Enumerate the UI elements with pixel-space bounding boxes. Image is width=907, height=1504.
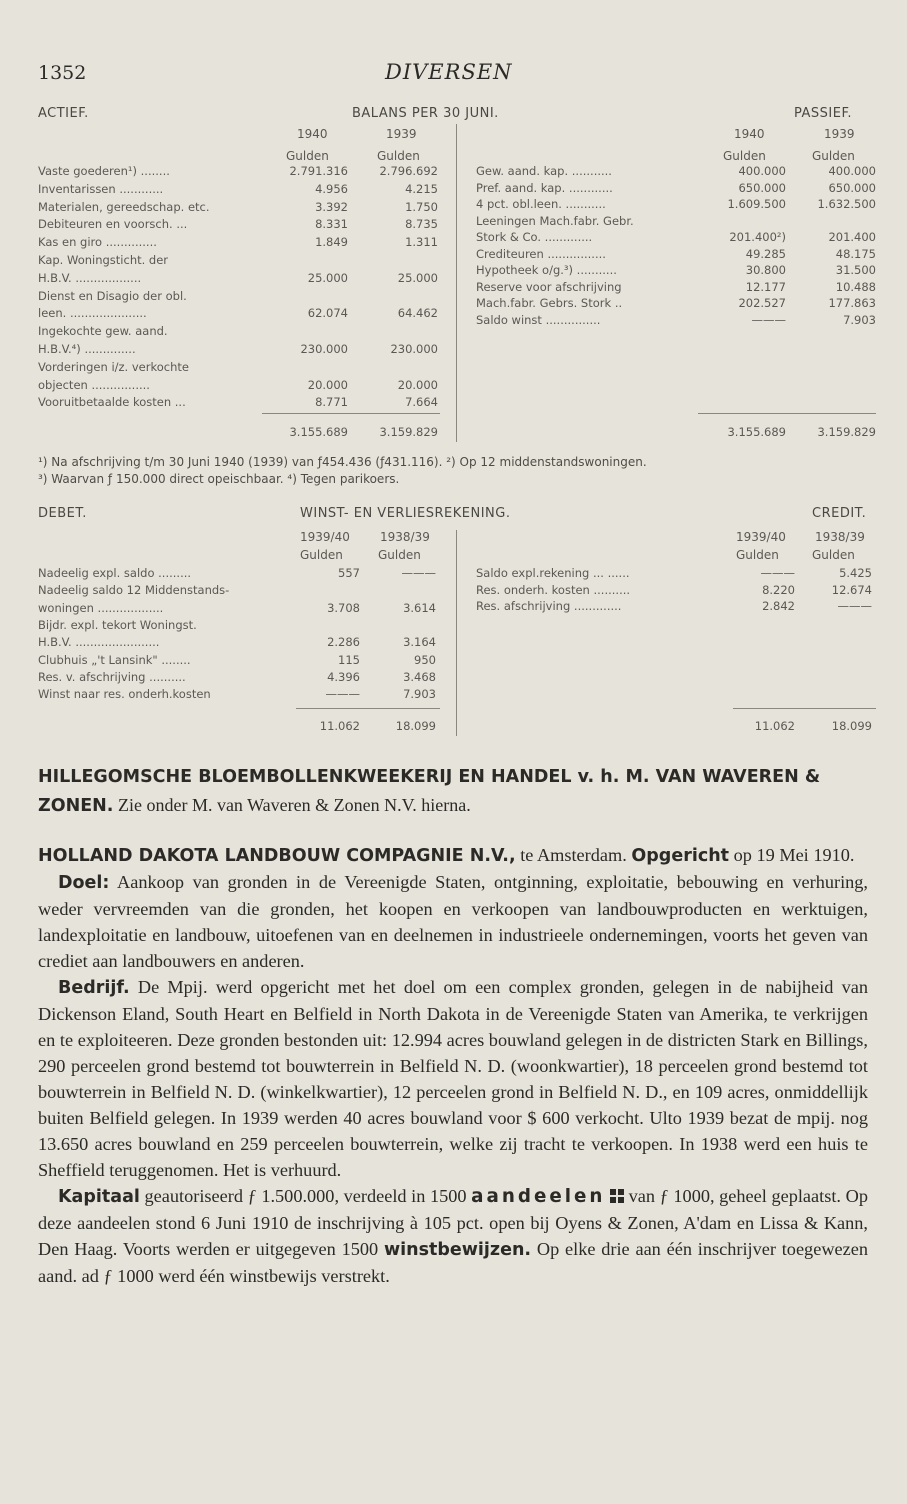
opgericht-text: op 19 Mei 1910. [733,845,855,865]
debet-total-rule [296,708,440,709]
passief-year-1940: 1940 [734,127,765,141]
entry-hillegomsche [38,762,868,820]
actief-total-1940: 3.155.689 [289,425,348,439]
entry-holland-dakota-name: HOLLAND DAKOTA LANDBOUW COMPAGNIE N.V., [38,846,516,866]
debet-row [38,583,438,597]
debet-b: 3.614 [403,600,436,615]
actief-label: H.B.V. .................. [38,270,142,285]
debet-label: Res. v. afschrijving .......... [38,669,186,684]
doel-text: Aankoop van gronden in de Vereenigde Staten, ontginning, exploitatie, bebouwing en verhuring, weder vervreemden van die gronden, het koopen en verkoopen van landbouwproducten en werktuigen, landexploitatie en landbouw, uitoefenen van en deelnemen in industrieele ondernemingen, voorts het geven van crediet aan landbouwers en anderen. [38,872,868,971]
footnote-1: ¹) Na afschrijving t/m 30 Juni 1940 (1939) van ƒ454.436 (ƒ431.116). ²) Op 12 middenstandswoningen. [38,455,647,469]
passief-row [476,263,876,277]
actief-label: Debiteuren en voorsch. ... [38,217,188,232]
doel-label: Doel: [58,873,110,893]
actief-v1940: 3.392 [315,199,348,214]
actief-row [38,342,438,356]
passief-label: Pref. aand. kap. ............ [476,180,613,195]
actief-v1939: 7.664 [405,395,438,410]
debet-total-a: 11.062 [319,719,360,733]
actief-label: Materialen, gereedschap. etc. [38,199,210,214]
actief-row [38,164,438,178]
passief-label: Gew. aand. kap. ........... [476,164,612,178]
actief-row [38,271,438,285]
debet-a: 115 [338,652,360,667]
credit-b: 12.674 [831,582,872,597]
passief-total-1940: 3.155.689 [727,425,786,439]
actief-row [38,324,438,338]
debet-row [38,566,438,580]
passief-v1939: 177.863 [828,296,876,310]
passief-v1940: 30.800 [745,263,786,277]
actief-label: Inventarissen ............ [38,181,164,196]
page-title: DIVERSEN [385,60,513,84]
passief-label: Crediteuren ................ [476,246,606,261]
debet-unit-2: Gulden [378,548,421,562]
debet-label: Bijdr. expl. tekort Woningst. [38,617,197,632]
passief-row [476,247,876,261]
passief-label: Leeningen Mach.fabr. Gebr. [476,213,634,228]
footnote-2: ³) Waarvan ƒ 150.000 direct opeischbaar. ⁴) Tegen parikoers. [38,472,400,486]
passief-label: Stork & Co. ............. [476,230,593,244]
debet-a: ——— [325,687,360,702]
passief-label: 4 pct. obl.leen. ........... [476,197,606,211]
actief-label: leen. ..................... [38,306,147,321]
passief-v1939: 400.000 [828,164,876,178]
actief-v1940: 1.849 [315,235,348,250]
credit-total-a: 11.062 [754,719,795,733]
balans-title: BALANS PER 30 JUNI. [352,106,499,121]
credit-label: Res. afschrijving ............. [476,599,622,613]
passief-v1940: 202.527 [738,296,786,310]
passief-year-1939: 1939 [824,127,855,141]
passief-row [476,313,876,327]
actief-label: Ingekochte gew. aand. [38,324,168,339]
actief-v1939: 64.462 [397,306,438,321]
passief-v1939: 10.488 [835,279,876,294]
credit-header: CREDIT. [812,506,867,521]
credit-year-1: 1939/40 [736,530,786,544]
credit-label: Res. onderh. kosten .......... [476,582,631,597]
passief-v1939: 7.903 [843,312,876,327]
debet-b: ——— [401,566,436,580]
debet-label: Nadeelig saldo 12 Middenstands- [38,583,230,598]
actief-row [38,182,438,196]
bedrijf-label: Bedrijf. [58,978,130,998]
passief-row [476,197,876,211]
debet-b: 3.468 [403,669,436,684]
actief-label: objecten ................ [38,377,150,392]
passief-v1940: 201.400²) [729,230,786,244]
balans-divider [456,124,457,442]
actief-label: Vorderingen i/z. verkochte [38,359,189,374]
actief-label: H.B.V.⁴) .............. [38,342,136,356]
credit-a: 2.842 [762,599,795,613]
actief-v1940: 62.074 [307,306,348,321]
debet-year-2: 1938/39 [380,530,430,544]
share-symbol-icon [610,1189,624,1203]
passief-v1940: ——— [751,312,786,327]
debet-row [38,635,438,649]
debet-row [38,601,438,615]
aandeelen-term: aandeelen [471,1186,606,1207]
actief-v1939: 20.000 [397,377,438,392]
passief-row [476,280,876,294]
passief-unit-2: Gulden [812,149,855,163]
debet-label: H.B.V. ....................... [38,635,160,650]
credit-a: 8.220 [762,582,795,597]
actief-header: ACTIEF. [38,106,89,121]
actief-year-1939: 1939 [386,127,417,141]
debet-header: DEBET. [38,506,87,521]
passief-row [476,230,876,244]
credit-row [476,599,876,613]
passief-v1939: 48.175 [835,246,876,261]
passief-row [476,164,876,178]
bedrijf-text: De Mpij. werd opgericht met het doel om een complex gronden, gelegen in de nabijheid van Dickenson Eland, South Heart en Belfield in North Dakota in de Vereenigde Staten van Amerika, te verkrijgen en te exploiteeren. Deze gronden bestonden uit: 12.994 acres bouwland gelegen in de districten Stark en Billings, 290 perceelen grond bestemd tot bouwterrein in Belfield N. D. (woonkwartier), 18 perceelen grond bestemd tot bouwterrein in Belfield N. D. (winkelkwartier), 12 perceelen grond in Belfield N. D., en 109 acres, onmiddellijk buiten Belfield gelegen. In 1939 werden 40 acres bouwland voor $ 600 verkocht. Ulto 1939 bezat de mpij. nog 13.650 acres bouwland en 259 perceelen bouwterrein, welke zij tracht te verkoopen. In 1938 werd een huis te Sheffield teruggenomen. Het is verhuurd. [38,977,868,1180]
passief-v1940: 49.285 [745,246,786,261]
actief-v1940: 8.771 [315,395,348,410]
credit-year-2: 1938/39 [815,530,865,544]
actief-row [38,235,438,249]
actief-unit-2: Gulden [377,149,420,163]
debet-label: Nadeelig expl. saldo ......... [38,566,192,580]
actief-v1939: 230.000 [390,342,438,356]
passief-total-1939: 3.159.829 [817,425,876,439]
actief-label: Kap. Woningsticht. der [38,253,169,267]
passief-v1939: 201.400 [828,230,876,244]
credit-unit-1: Gulden [736,548,779,562]
passief-v1940: 400.000 [738,164,786,178]
debet-label: woningen .................. [38,600,164,615]
actief-v1940: 4.956 [315,181,348,196]
debet-a: 4.396 [327,669,360,684]
actief-v1940: 230.000 [300,342,348,356]
passief-row [476,181,876,195]
credit-total-rule [733,708,876,709]
entry-hillegomsche-name: HILLEGOMSCHE BLOEMBOLLENKWEEKERIJ EN HANDEL v. h. M. VAN WAVEREN & ZONEN. [38,767,821,816]
actief-label: Kas en giro .............. [38,235,157,250]
actief-v1939: 8.735 [405,217,438,232]
credit-row [476,583,876,597]
passief-label: Saldo winst ............... [476,312,601,327]
actief-v1940: 8.331 [315,217,348,232]
debet-b: 3.164 [403,635,436,650]
passief-label: Mach.fabr. Gebrs. Stork .. [476,296,623,310]
debet-unit-1: Gulden [300,548,343,562]
passief-row [476,214,876,228]
credit-unit-2: Gulden [812,548,855,562]
entry-holland-dakota [38,842,868,1289]
actief-v1939: 4.215 [405,181,438,196]
entry-hillegomsche-text: Zie onder M. van Waveren & Zonen N.V. hierna. [117,795,471,815]
wv-divider [456,530,457,736]
actief-row [38,378,438,392]
actief-row [38,289,438,303]
debet-total-b: 18.099 [395,719,436,733]
passief-label: Reserve voor afschrijving [476,279,622,294]
actief-total-rule [262,413,440,414]
kapitaal-text-1: geautoriseerd ƒ 1.500.000, verdeeld in 1500 [144,1186,467,1206]
passief-v1940: 1.609.500 [727,197,786,211]
passief-v1940: 650.000 [738,180,786,195]
actief-v1939: 2.796.692 [379,164,438,178]
actief-unit-1: Gulden [286,149,329,163]
passief-total-rule [698,413,876,414]
actief-row [38,360,438,374]
passief-header: PASSIEF. [794,106,852,121]
actief-total-1939: 3.159.829 [379,425,438,439]
page-number: 1352 [38,62,87,84]
credit-label: Saldo expl.rekening ... ...... [476,566,630,580]
actief-year-1940: 1940 [297,127,328,141]
passief-v1939: 31.500 [835,263,876,277]
kapitaal-label: Kapitaal [58,1187,140,1207]
entry-holland-dakota-intro: te Amsterdam. [520,845,627,865]
winstbewijzen-term: winstbewijzen. [383,1240,532,1260]
debet-label: Winst naar res. onderh.kosten [38,687,211,702]
actief-row [38,217,438,231]
actief-v1940: 20.000 [307,377,348,392]
debet-a: 3.708 [327,600,360,615]
credit-total-b: 18.099 [831,719,872,733]
wv-title: WINST- EN VERLIESREKENING. [300,506,511,521]
credit-a: ——— [760,566,795,580]
passief-v1939: 1.632.500 [817,197,876,211]
credit-b: 5.425 [839,566,872,580]
opgericht-label: Opgericht [631,846,730,866]
kapitaal-text-2: van ƒ 1000, geheel geplaatst. Op deze aandeelen stond 6 Juni 1910 de inschrijving à 105 pct. open bij Oyens & Zonen, A'dam en Lissa & Kann, Den Haag. Voorts werden er uitgegeven 1500 [38,1186,868,1259]
actief-v1940: 2.791.316 [289,164,348,178]
passief-v1939: 650.000 [828,180,876,195]
debet-a: 2.286 [327,635,360,650]
actief-row [38,200,438,214]
actief-label: Vooruitbetaalde kosten ... [38,395,186,410]
actief-row [38,395,438,409]
passief-row [476,296,876,310]
credit-b: ——— [837,599,872,613]
debet-b: 950 [414,652,436,667]
credit-row [476,566,876,580]
actief-v1939: 1.311 [405,235,438,250]
debet-row [38,670,438,684]
passief-unit-1: Gulden [723,149,766,163]
actief-row [38,253,438,267]
debet-a: 557 [338,566,360,580]
debet-row [38,687,438,701]
actief-row [38,306,438,320]
passief-v1940: 12.177 [745,279,786,294]
kapitaal-text-3: Op elke drie aan één inschrijver toegewezen aand. ad ƒ 1000 werd één winstbewijs verstrekt. [38,1239,868,1286]
debet-row [38,618,438,632]
passief-label: Hypotheek o/g.³) ........... [476,263,617,277]
actief-label: Vaste goederen¹) ........ [38,164,170,178]
debet-label: Clubhuis „'t Lansink" ........ [38,652,191,667]
actief-v1939: 1.750 [405,199,438,214]
actief-label: Dienst en Disagio der obl. [38,288,187,303]
debet-b: 7.903 [403,687,436,702]
actief-v1940: 25.000 [307,270,348,285]
debet-row [38,653,438,667]
actief-v1939: 25.000 [397,270,438,285]
debet-year-1: 1939/40 [300,530,350,544]
